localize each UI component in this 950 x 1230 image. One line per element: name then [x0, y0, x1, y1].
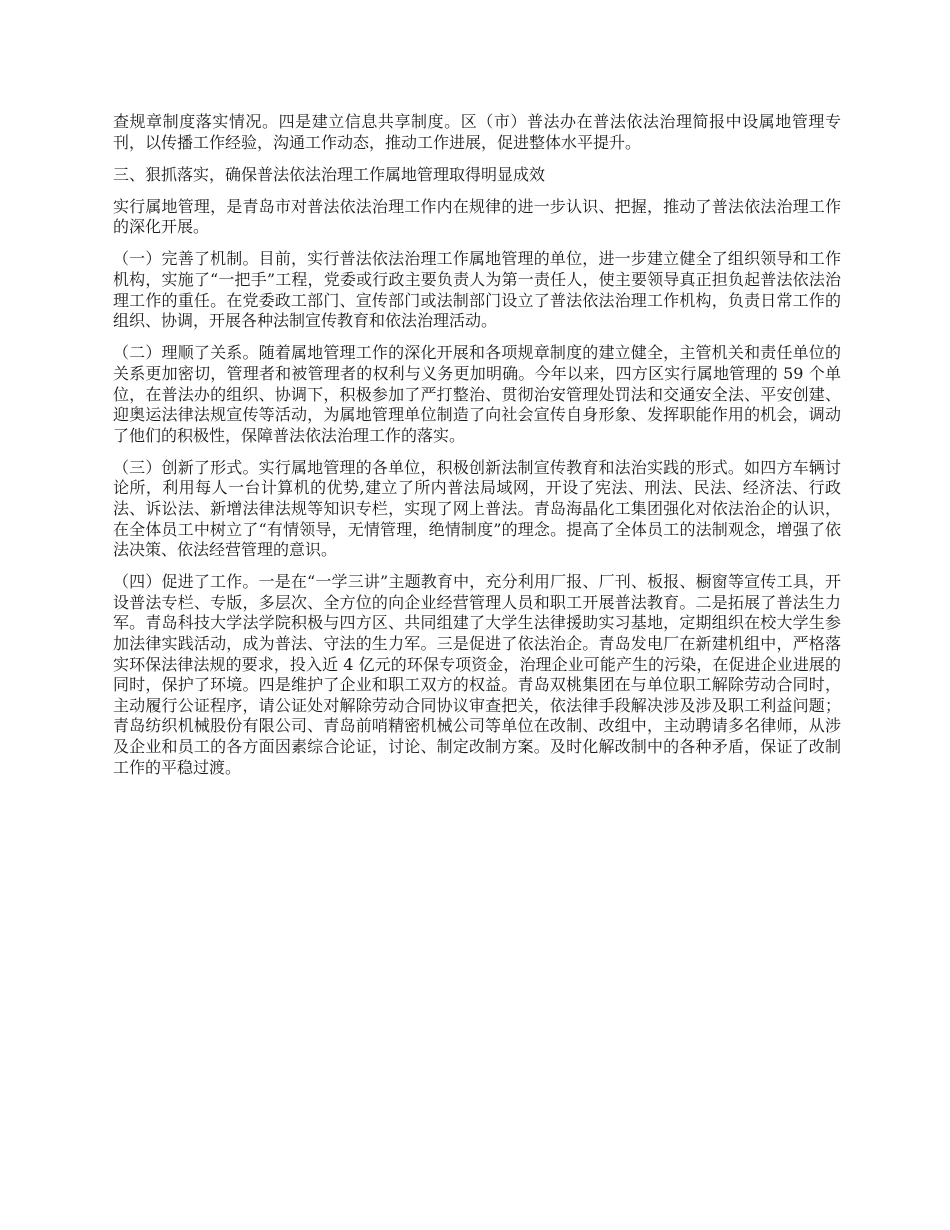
- paragraph-forms: （三）创新了形式。实行属地管理的各单位，积极创新法制宣传教育和法治实践的形式。如四方车辆讨论所，利用每人一台计算机的优势,建立了所内普法局域网，开设了宪法、刑法、民法、经济法、行政法、诉讼法、新增法律法规等知识专栏，实现了网上普法。青岛海晶化工集团强化对依法治企的认识，在全体员工中树立了“有情领导，无情管理，绝情制度”的理念。提高了全体员工的法制观念，增强了依法决策、依法经营管理的意识。: [113, 457, 841, 560]
- paragraph-info-sharing: 查规章制度落实情况。四是建立信息共享制度。区（市）普法办在普法依法治理简报中设属地管理专刊，以传播工作经验，沟通工作动态，推动工作进展，促进整体水平提升。: [113, 112, 841, 152]
- section-heading-3: 三、狠抓落实，确保普法依法治理工作属地管理取得明显成效: [113, 164, 546, 184]
- paragraph-mechanism: （一）完善了机制。目前，实行普法依法治理工作属地管理的单位，进一步建立健全了组织领导和工作机构，实施了“一把手”工程，党委或行政主要负责人为第一责任人，使主要领导真正担负起普法依法治理工作的重任。在党委政工部门、宣传部门或法制部门设立了普法依法治理工作机构，负责日常工作的组织、协调，开展各种法制宣传教育和依法治理活动。: [113, 249, 841, 331]
- paragraph-work: （四）促进了工作。一是在“一学三讲”主题教育中，充分利用厂报、厂刊、板报、橱窗等宣传工具，开设普法专栏、专版，多层次、全方位的向企业经营管理人员和职工开展普法教育。二是拓展了普法生力军。青岛科技大学法学院积极与四方区、共同组建了大学生法律援助实习基地，定期组织在校大学生参加法律实践活动，成为普法、守法的生力军。三是促进了依法治企。青岛发电厂在新建机组中，严格落实环保法律法规的要求，投入近 4 亿元的环保专项资金，治理企业可能产生的污染，在促进企业进展的同时，保护了环境。四是维护了企业和职工双方的权益。青岛双桃集团在与单位职工解除劳动合同时，主动履行公证程序，请公证处对解除劳动合同协议审查把关，依法律手段解决涉及涉及职工利益问题；青岛纺织机械股份有限公司、青岛前哨精密机械公司等单位在改制、改组中，主动聘请多名律师，从涉及企业和员工的各方面因素综合论证，讨论、制定改制方案。及时化解改制中的各种矛盾，保证了改制工作的平稳过渡。: [113, 572, 841, 777]
- paragraph-relations: （二）理顺了关系。随着属地管理工作的深化开展和各项规章制度的建立健全，主管机关和责任单位的关系更加密切，管理者和被管理者的权利与义务更加明确。今年以来，四方区实行属地管理的 59 个单位，在普法办的组织、协调下，积极参加了严打整治、贯彻治安管理处罚法和交通安全法、平安创建、迎奥运法律法规宣传等活动，为属地管理单位制造了向社会宣传自身形象、发挥职能作用的机会，调动了他们的积极性，保障普法依法治理工作的落实。: [113, 343, 841, 445]
- document-body: [113, 112, 841, 790]
- paragraph-intro: 实行属地管理，是青岛市对普法依法治理工作内在规律的进一步认识、把握，推动了普法依法治理工作的深化开展。: [113, 196, 841, 237]
